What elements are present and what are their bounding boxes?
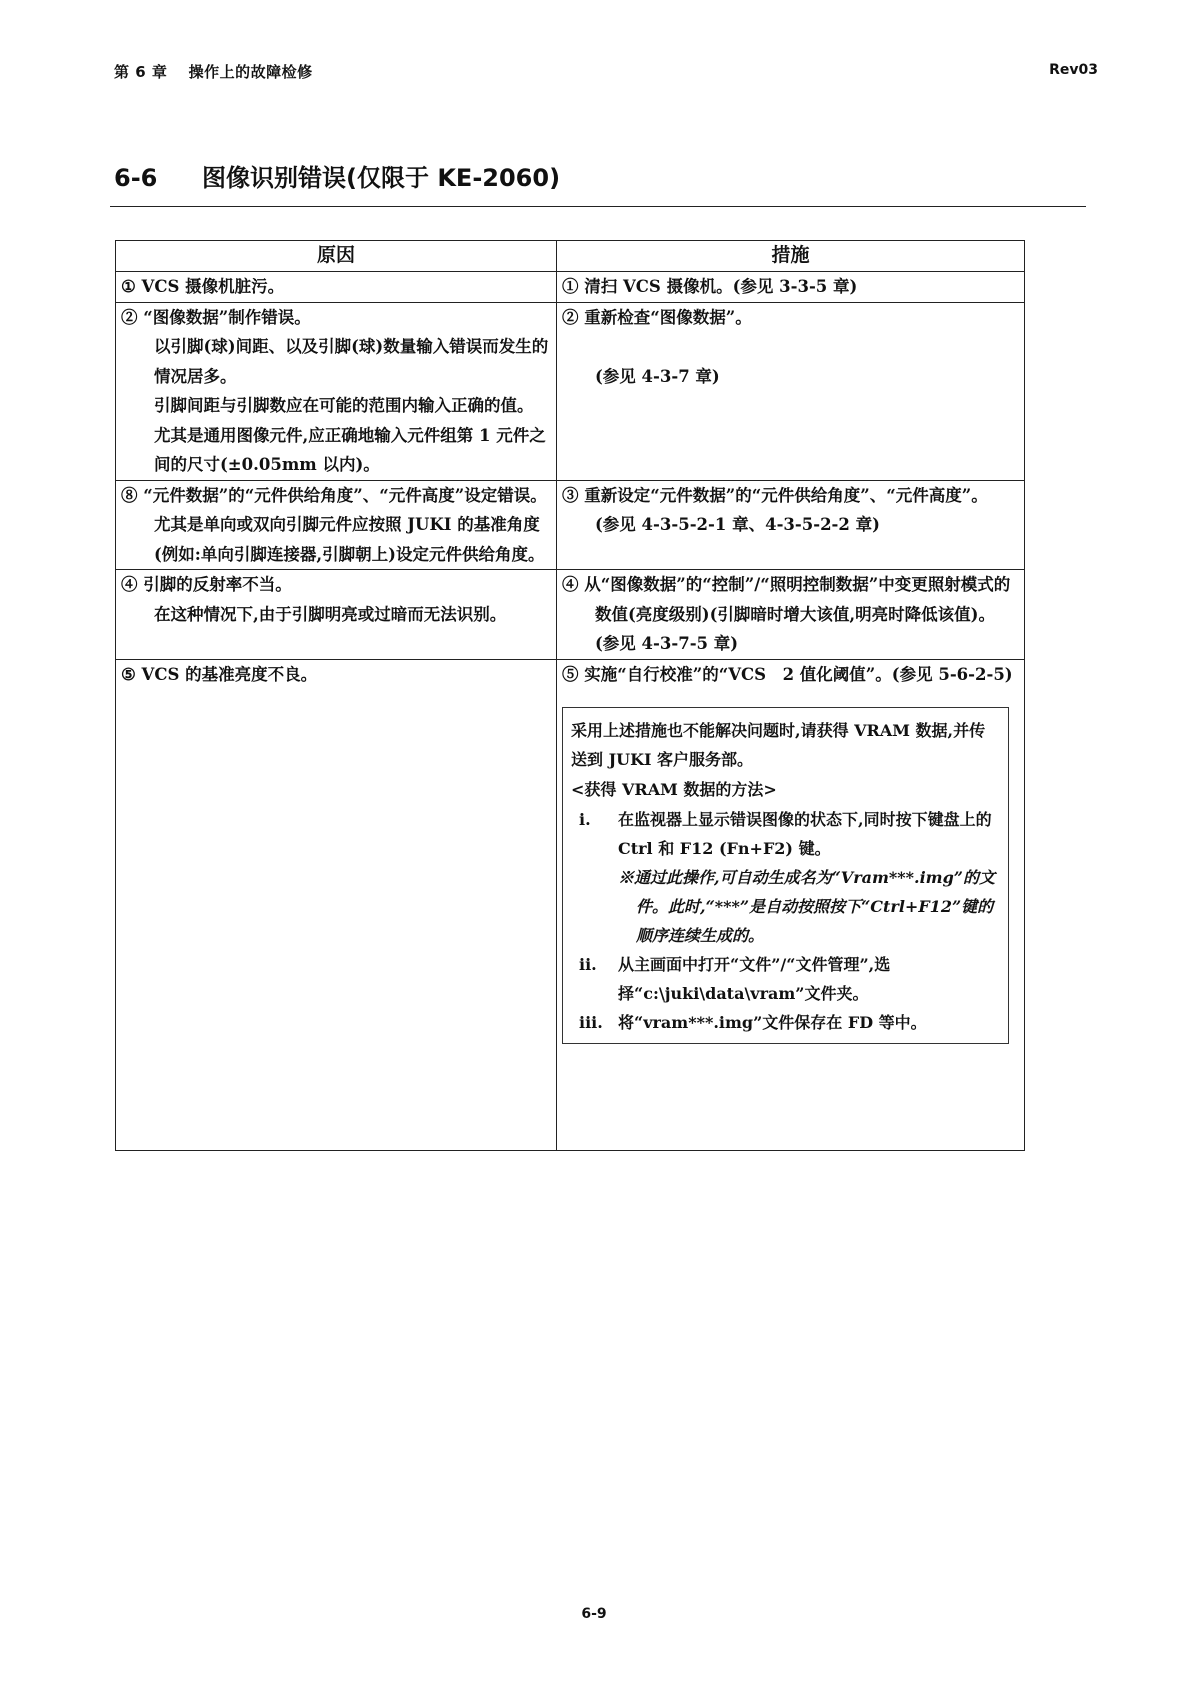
table-row [116,272,1025,303]
column-header-action: 措施 [557,241,1025,272]
note-method-title: <获得 VRAM 数据的方法> [571,780,777,799]
cause-detail: 尤其是通用图像元件,应正确地输入元件组第 1 元件之间的尺寸(±0.05mm 以内)。 [154,425,546,474]
action-cell [557,659,1025,1150]
cause-cell [116,302,557,480]
section-title [114,158,560,193]
section-title-text: 图像识别错误(仅限于 KE-2060) [202,164,561,192]
note-step [571,1008,1000,1037]
column-header-cause: 原因 [116,241,557,272]
note-step [571,950,1000,1008]
cause-title: ② “图像数据”制作错误。 [121,307,311,327]
step-text-main: 在监视器上显示错误图像的状态下,同时按下键盘上的 Ctrl 和 F12 (Fn+F2) 键。 [618,810,992,858]
cause-cell [116,659,557,1150]
cause-title: ① VCS 摄像机脏污。 [121,277,285,296]
action-reference: (参见 4-3-7 章) [595,366,720,386]
troubleshooting-table [115,240,1025,1151]
spacer [562,332,1019,362]
cause-detail: 尤其是单向或双向引脚元件应按照 JUKI 的基准角度(例如:单向引脚连接器,引脚朝上)设定元件供给角度。 [154,515,545,564]
section-number: 6-6 [114,164,158,192]
action-cell [557,302,1025,480]
step-text [618,805,1000,950]
step-number: i. [579,810,591,829]
action-reference: (参见 4-3-5-2-1 章、4-3-5-2-2 章) [595,515,880,534]
page-number: 6-9 [581,1606,607,1622]
action-cell [557,272,1025,303]
vram-note-box [562,707,1009,1044]
action-title: ② 重新检查“图像数据”。 [562,307,752,327]
table-row [116,659,1025,1150]
step-remark: ※通过此操作,可自动生成名为“Vram***.img”的文件。此时,“***”是自动按照按下“Ctrl+F12”键的顺序连续生成的。 [618,868,995,945]
cause-detail: 以引脚(球)间距、以及引脚(球)数量输入错误而发生的情况居多。 [154,337,549,386]
cause-cell [116,570,557,660]
table-header-row [116,241,1025,272]
cause-detail: 引脚间距与引脚数应在可能的范围内输入正确的值。 [154,396,534,415]
action-reference: (参见 4-3-7-5 章) [595,634,739,653]
table-row [116,480,1025,570]
chapter-header: 第 6 章 操作上的故障检修 [114,63,313,81]
cause-title: ⑤ VCS 的基准亮度不良。 [121,664,318,684]
cause-detail: 在这种情况下,由于引脚明亮或过暗而无法识别。 [154,604,507,624]
action-title: ⑤ 实施“自行校准”的“VCS 2 值化阈值”。(参见 5-6-2-5) [562,664,1013,684]
note-intro: 采用上述措施也不能解决问题时,请获得 VRAM 数据,并传送到 JUKI 客户服务部。 [571,721,986,769]
table-row [116,570,1025,660]
note-step [571,805,1000,950]
step-number: iii. [579,1013,603,1032]
action-title: ① 清扫 VCS 摄像机。(参见 3-3-5 章) [562,277,858,296]
cause-title: ⑧ “元件数据”的“元件供给角度”、“元件高度”设定错误。 [121,485,547,505]
cause-title: ④ 引脚的反射率不当。 [121,575,292,594]
action-cell [557,570,1025,660]
step-text: 将“vram***.img”文件保存在 FD 等中。 [618,1013,927,1032]
cause-cell [116,480,557,570]
cause-cell [116,272,557,303]
revision-label: Rev03 [1049,62,1098,78]
action-title: ③ 重新设定“元件数据”的“元件供给角度”、“元件高度”。 [562,485,988,505]
step-number: ii. [579,955,597,974]
action-title: ④ 从“图像数据”的“控制”/“照明控制数据”中变更照射模式的数值(亮度级别)(引脚暗时增大该值,明亮时降低该值)。 [562,575,1011,624]
table-row [116,302,1025,480]
step-text: 从主画面中打开“文件”/“文件管理”,选择“c:\juki\data\vram”文件夹。 [618,955,891,1003]
action-cell [557,480,1025,570]
section-divider [110,206,1086,207]
